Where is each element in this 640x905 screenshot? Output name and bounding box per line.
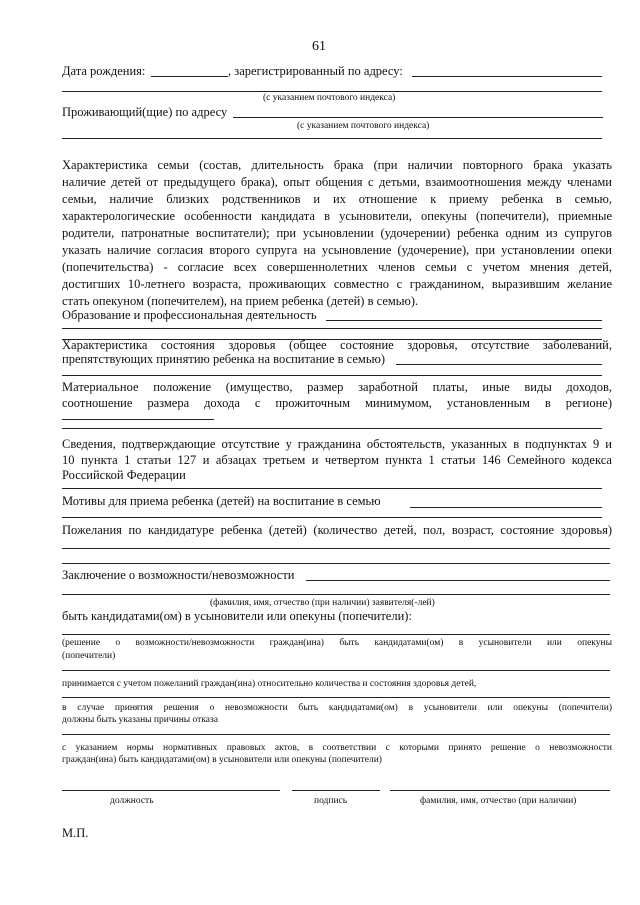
family-line-9: стать опекуном (попечителем), на прием ребенка (детей) в семью).	[62, 294, 419, 308]
seal-placeholder: М.П.	[62, 826, 89, 840]
health-line-2: препятствующих принятию ребенка на воспитание в семью)	[62, 352, 386, 366]
signature-caption: подпись	[314, 796, 348, 806]
education-field[interactable]	[326, 320, 602, 321]
family-line-4: характерологические особенности кандидата в усыновители, опекуны (попечители), приемные	[62, 209, 612, 223]
family-line-5: родители, патронатные воспитатели); при усыновлении (удочерении) ребенка одним из супругов	[62, 226, 612, 240]
health-line-extra[interactable]	[62, 375, 602, 376]
motives-field[interactable]	[410, 507, 602, 508]
circumstances-line-2: 10 пункта 1 статьи 127 и абзацах третьем и четвертом пункта 1 статьи 146 Семейного кодекса	[62, 453, 612, 467]
wishes-line-1[interactable]	[62, 548, 610, 549]
postal-hint-1: (с указанием почтового индекса)	[263, 93, 396, 103]
material-line-extra[interactable]	[62, 428, 602, 429]
conclusion-line-5[interactable]	[62, 697, 610, 698]
conclusion-note-3b: должны быть указаны причины отказа	[62, 715, 218, 725]
wishes-line-2[interactable]	[62, 563, 610, 564]
birth-date-field[interactable]	[151, 76, 228, 77]
family-line-7: (попечительства) - согласие всех совершеннолетних членов семьи с учетом мнения детей,	[62, 260, 612, 274]
birth-date-label: Дата рождения:	[62, 64, 146, 78]
conclusion-line-2[interactable]	[62, 594, 610, 595]
registered-address-line-2[interactable]	[62, 91, 602, 92]
conclusion-note-4b: граждан(ина) быть кандидатами(ом) в усыновители или опекуны (попечители)	[62, 755, 382, 765]
family-line-1: Характеристика семьи (состав, длительность брака (при наличии повторного брака указать	[62, 158, 612, 172]
family-line-6: указать наличие согласия второго супруга на усыновление (удочерение), при установлении опеки	[62, 243, 612, 257]
family-line-3: семьи, наличие близких родственников и их отношение к приему ребенка в семью,	[62, 192, 612, 206]
conclusion-note-1b: (попечители)	[62, 651, 116, 661]
material-line-2: соотношение размера дохода с прожиточным минимумом, установленным в регионе)	[62, 396, 612, 410]
circumstances-line-3: Российской Федерации	[62, 468, 186, 482]
conclusion-label: Заключение о возможности/невозможности	[62, 568, 295, 582]
registered-label: , зарегистрированный по адресу:	[228, 64, 403, 78]
conclusion-note-3a: в случае принятия решения о невозможности быть кандидатами(ом) в усыновители или опекуны (попечители)	[62, 703, 612, 713]
conclusion-note-4a: с указанием нормы нормативных правовых актов, в соответствии с которыми принято решение о невозможности	[62, 743, 612, 753]
full-name-line[interactable]	[390, 790, 610, 791]
position-caption: должность	[110, 796, 154, 806]
conclusion-field[interactable]	[306, 580, 610, 581]
registered-address-field[interactable]	[412, 76, 602, 77]
motives-line-2[interactable]	[62, 517, 602, 518]
family-line-2: наличие детей от предыдущего брака), опыт общения с детьми, взаимоотношения между членами	[62, 175, 612, 189]
conclusion-text: быть кандидатами(ом) в усыновители или опекуны (попечители):	[62, 609, 412, 623]
residence-field[interactable]	[233, 117, 603, 118]
conclusion-line-3[interactable]	[62, 634, 610, 635]
health-line-1: Характеристика состояния здоровья (общее состояние здоровья, отсутствие заболеваний,	[62, 338, 612, 352]
conclusion-line-4[interactable]	[62, 670, 610, 671]
residence-line-2[interactable]	[62, 138, 602, 139]
motives-label: Мотивы для приема ребенка (детей) на воспитание в семью	[62, 494, 381, 508]
circumstances-line-1: Сведения, подтверждающие отсутствие у гражданина обстоятельств, указанных в подпунктах 9 и	[62, 437, 612, 451]
signature-line[interactable]	[292, 790, 380, 791]
applicant-name-hint: (фамилия, имя, отчество (при наличии) заявителя(-лей)	[210, 598, 435, 608]
full-name-caption: фамилия, имя, отчество (при наличии)	[420, 796, 577, 806]
postal-hint-2: (с указанием почтового индекса)	[297, 121, 430, 131]
wishes-label: Пожелания по кандидатуре ребенка (детей) (количество детей, пол, возраст, состояние здоровья)	[62, 523, 612, 537]
position-line[interactable]	[62, 790, 280, 791]
material-line-1: Материальное положение (имущество, размер заработной платы, иные виды доходов,	[62, 380, 612, 394]
family-line-8: достигших 10-летнего возраста, проживающих совместно с гражданином, выразившим желание	[62, 277, 612, 291]
conclusion-note-1a: (решение о возможности/невозможности граждан(ина) быть кандидатами(ом) в усыновители или опекуны	[62, 638, 612, 648]
conclusion-line-6[interactable]	[62, 734, 610, 735]
residence-label: Проживающий(щие) по адресу	[62, 105, 228, 119]
family-answer-line[interactable]	[62, 328, 602, 329]
health-field[interactable]	[396, 364, 602, 365]
education-label: Образование и профессиональная деятельность	[62, 308, 317, 322]
page-number: 61	[312, 39, 326, 54]
conclusion-note-2: принимается с учетом пожеланий граждан(ина) относительно количества и состояния здоровья детей,	[62, 679, 477, 689]
circumstances-answer-line[interactable]	[62, 488, 602, 489]
material-field[interactable]	[62, 419, 214, 420]
